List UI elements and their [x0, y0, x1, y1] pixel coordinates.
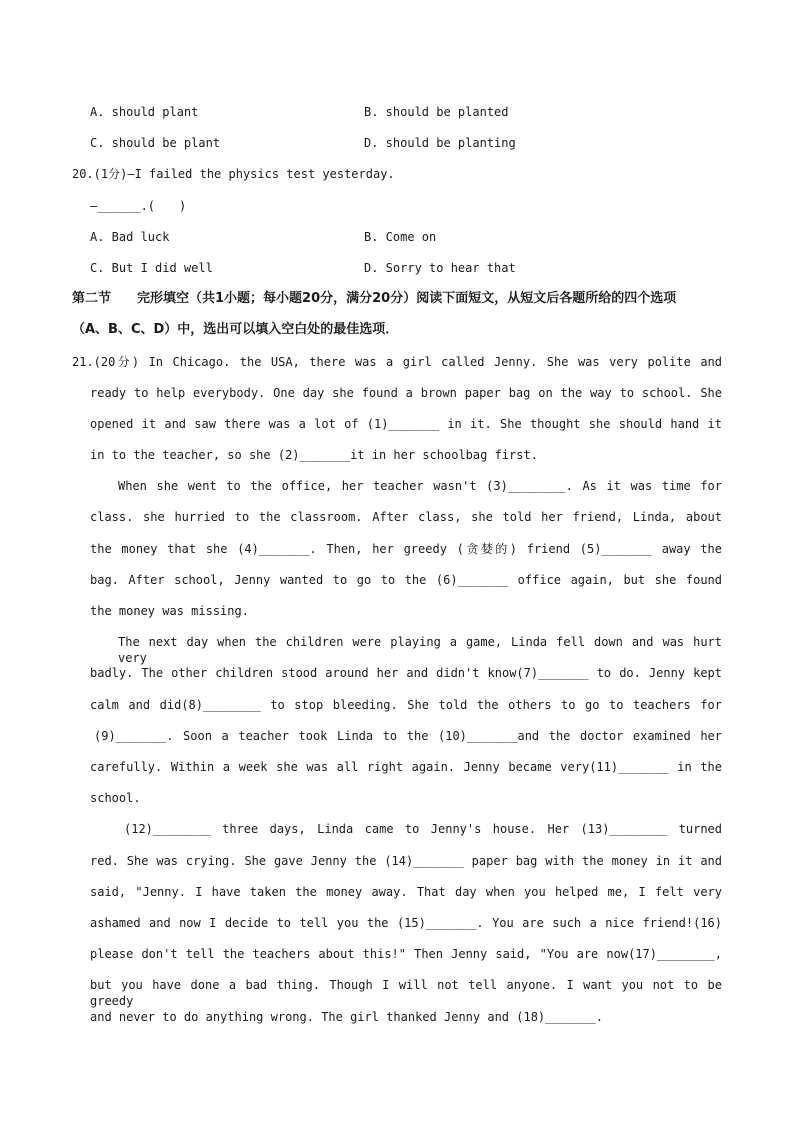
q19-option-b: B. should be planted [364, 105, 509, 119]
q20-option-b: B. Come on [364, 230, 437, 244]
passage-line: the money was missing. [90, 604, 249, 618]
passage-line: ashamed and now I decide to tell you the (15)_______. You are such a nice friend!(16) [90, 916, 722, 930]
q20-answer-line: –______.( ) [90, 199, 187, 213]
q19-option-c: C. should be plant [90, 136, 221, 150]
passage-line: class. she hurried to the classroom. After class, she told her friend, Linda, about [90, 510, 722, 524]
passage-line: said, "Jenny. I have taken the money away. That day when you helped me, I felt very [90, 885, 722, 899]
passage-line: and never to do anything wrong. The girl thanked Jenny and (18)_______. [90, 1010, 603, 1024]
passage-line: opened it and saw there was a lot of (1)_______ in it. She thought she should hand it [90, 417, 722, 431]
passage-line: red. She was crying. She gave Jenny the (14)_______ paper bag with the money in it and [90, 854, 722, 868]
passage-line: badly. The other children stood around her and didn't know(7)_______ to do. Jenny kept [90, 666, 722, 680]
passage-line: bag. After school, Jenny wanted to go to the (6)_______ office again, but she found [90, 573, 722, 587]
section2-heading-line1: 第二节 完形填空（共1小题；每小题20分，满分20分）阅读下面短文，从短文后各题所给的四个选项 [72, 291, 677, 306]
passage-line: in to the teacher, so she (2)_______it in her schoolbag first. [90, 448, 538, 462]
passage-line: calm and did(8)________ to stop bleeding. She told the others to go to teachers for [90, 698, 722, 712]
passage-line: ready to help everybody. One day she found a brown paper bag on the way to school. She [90, 386, 722, 400]
q20-option-d: D. Sorry to hear that [364, 261, 516, 275]
q19-option-a: A. should plant [90, 105, 199, 119]
passage-line: please don't tell the teachers about this!" Then Jenny said, "You are now(17)________, [90, 947, 722, 961]
passage-line: carefully. Within a week she was all right again. Jenny became very(11)_______ in the [90, 760, 722, 774]
passage-line: 21.(20分) In Chicago. the USA, there was a girl called Jenny. She was very polite and [72, 355, 722, 369]
section2-heading-line2: （A、B、C、D）中，选出可以填入空白处的最佳选项． [72, 322, 399, 337]
passage-line: (9)_______. Soon a teacher took Linda to the (10)_______and the doctor examined her [94, 729, 722, 743]
passage-line: (12)________ three days, Linda came to Jenny's house. Her (13)________ turned [124, 822, 722, 836]
q19-option-d: D. should be planting [364, 136, 516, 150]
passage-line: school. [90, 791, 141, 805]
q20-option-a: A. Bad luck [90, 230, 170, 244]
q20-option-c: C. But I did well [90, 261, 213, 275]
q20-stem: 20.(1分)–I failed the physics test yesterday. [72, 167, 395, 181]
passage-line: The next day when the children were playing a game, Linda fell down and was hurt very [118, 635, 722, 665]
passage-line: the money that she (4)_______. Then, her greedy (贪婪的) friend (5)_______ away the [90, 542, 722, 556]
passage-line: but you have done a bad thing. Though I will not tell anyone. I want you not to be greedy [90, 978, 722, 1008]
passage-line: When she went to the office, her teacher wasn't (3)________. As it was time for [118, 479, 722, 493]
